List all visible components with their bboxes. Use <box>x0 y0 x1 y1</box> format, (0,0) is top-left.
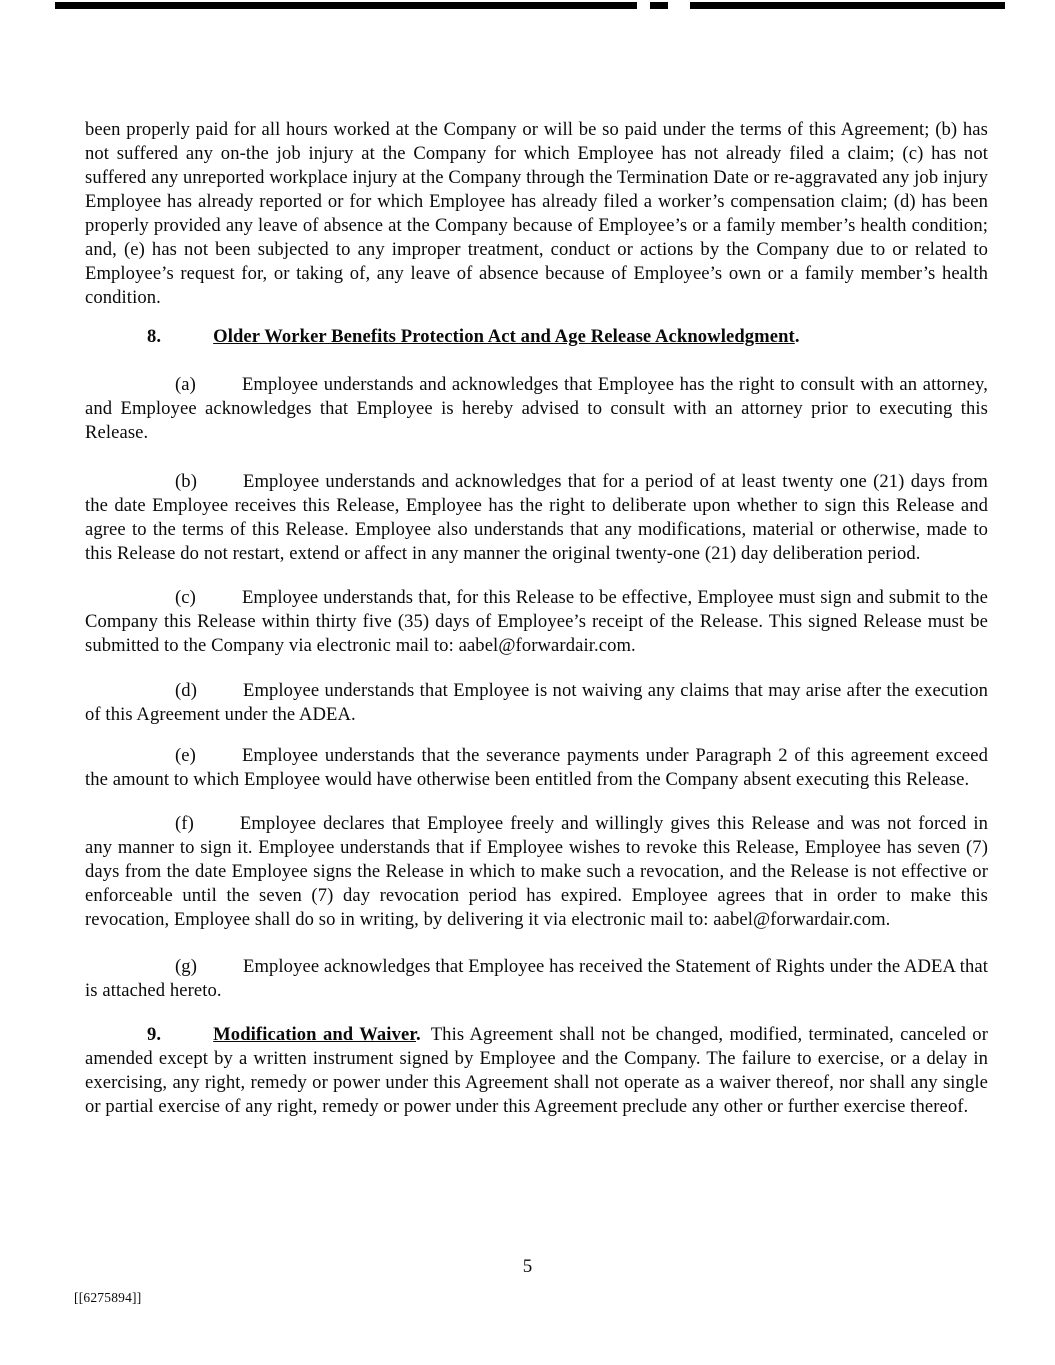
clause-c <box>85 586 988 658</box>
clause-a-text: Employee understands and acknowledges that Employee has the right to consult with an attorney, and Employee acknowledges that Employee is hereby advised to consult with an attorney prior to executing this Release. <box>85 374 988 443</box>
clause-e <box>85 744 988 792</box>
section-9-title-period: . <box>415 1024 421 1045</box>
scan-artifact-gap <box>668 2 690 9</box>
scan-artifact-bar <box>55 2 1005 9</box>
document-id-footer: [[6275894]] <box>74 1290 142 1305</box>
clause-d-text: Employee understands that Employee is not waiving any claims that may arise after the execution of this Agreement under the ADEA. <box>85 680 988 725</box>
page-number: 5 <box>522 1256 533 1277</box>
clause-e-label: (e) <box>175 745 196 766</box>
section-9-paragraph <box>85 1023 988 1119</box>
clause-f <box>85 812 988 932</box>
clause-d-label: (d) <box>175 680 197 701</box>
clause-a <box>85 373 988 445</box>
clause-f-text: Employee declares that Employee freely and willingly gives this Release and was not forced in any manner to sign it. Employee understands that if Employee wishes to revoke this Release, Employee has seven (7) days from the date Employee signs the Release in which to make such a revocation, and the Release is not effective or enforceable until the seven (7) day revocation period has expired. Employee agrees that in order to make this revocation, Employee shall do so in writing, by delivering it via electronic mail to: aabel@forwardair.com. <box>85 813 988 930</box>
section-9-text: This Agreement shall not be changed, modified, terminated, canceled or amended except by a written instrument signed by Employee and the Company. The failure to exercise, or a delay in exercising, any right, remedy or power under this Agreement shall not operate as a waiver thereof, nor shall any single or partial exercise of any right, remedy or power under this Agreement preclude any other or further exercise thereof. <box>85 1024 988 1117</box>
section-8-heading <box>85 325 988 349</box>
section-8-title: Older Worker Benefits Protection Act and Age Release Acknowledgment <box>213 326 795 347</box>
section-9-title: Modification and Waiver <box>213 1024 416 1045</box>
clause-b <box>85 470 988 566</box>
clause-a-label: (a) <box>175 374 196 395</box>
section-8-title-period: . <box>794 326 800 347</box>
scan-artifact-gap <box>637 2 650 9</box>
continuation-paragraph: been properly paid for all hours worked at the Company or will be so paid under the terms of this Agreement; (b) has not suffered any on-the job injury at the Company for which Employee has not already filed a claim; (c) has not suffered any unreported workplace injury at the Company through the Termination Date or re-aggravated any job injury Employee has already reported or for which Employee has already filed a worker’s compensation claim; (d) has been properly provided any leave of absence at the Company because of Employee’s or a family member’s health condition; and, (e) has not been subjected to any improper treatment, conduct or actions by the Company due to or related to Employee’s request for, or taking of, any leave of absence because of Employee’s own or a family member’s health condition. <box>85 119 988 308</box>
clause-f-label: (f) <box>175 813 194 834</box>
section-9-number: 9. <box>147 1024 162 1045</box>
clause-c-text: Employee understands that, for this Release to be effective, Employee must sign and submit to the Company this Release within thirty five (35) days of Employee’s receipt of the Release. This signed Release must be submitted to the Company via electronic mail to: aabel@forwardair.com. <box>85 587 988 656</box>
section-8-number: 8. <box>147 326 162 347</box>
clause-g-label: (g) <box>175 956 197 977</box>
clause-g-text: Employee acknowledges that Employee has received the Statement of Rights under the ADEA that is attached hereto. <box>85 956 988 1001</box>
clause-c-label: (c) <box>175 587 196 608</box>
clause-b-text: Employee understands and acknowledges that for a period of at least twenty one (21) days from the date Employee receives this Release, Employee has the right to deliberate upon whether to sign this Release and agree to the terms of this Release. Employee also understands that any modifications, material or otherwise, made to this Release do not restart, extend or affect in any manner the original twenty-one (21) day deliberation period. <box>85 471 988 564</box>
clause-g <box>85 955 988 1003</box>
clause-d <box>85 679 988 727</box>
clause-b-label: (b) <box>175 471 197 492</box>
document-body <box>85 118 988 1119</box>
clause-e-text: Employee understands that the severance payments under Paragraph 2 of this agreement exceed the amount to which Employee would have otherwise been entitled from the Company absent executing this Release. <box>85 745 988 790</box>
